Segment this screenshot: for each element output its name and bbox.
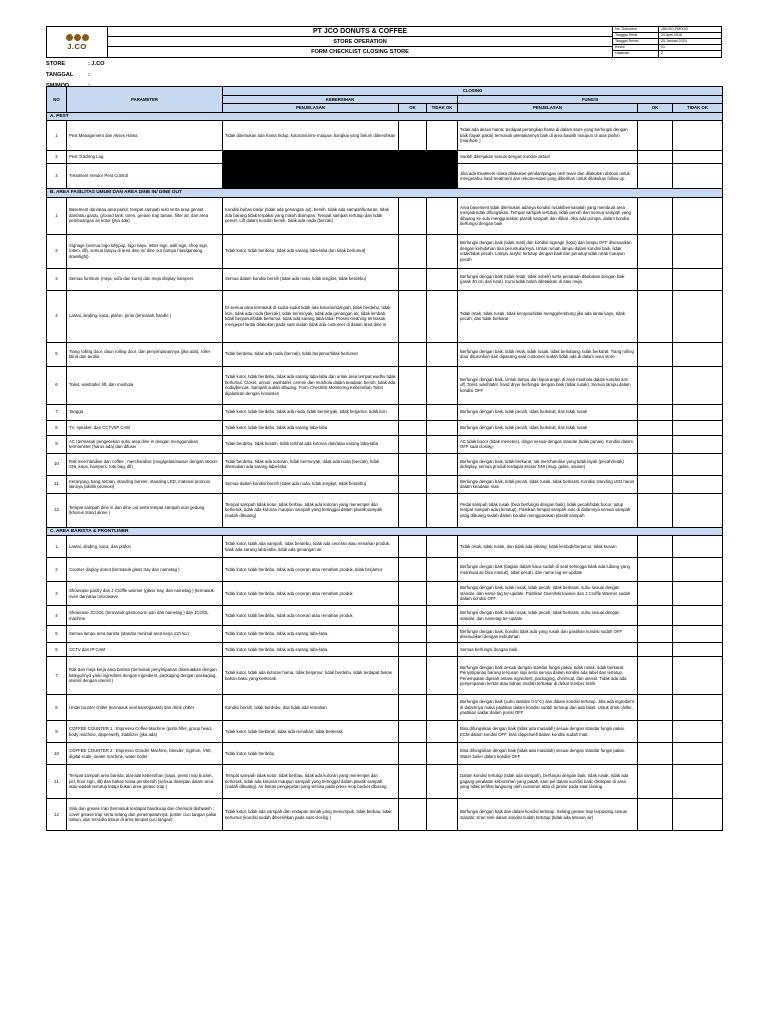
- row-number: 9: [47, 435, 67, 453]
- kebersihan-penjelasan: Tidak kotor, tidak ada kotoran hama, tidak berjamur, tidak berdebu, tidak terdapat bekas bahan baku yang berkerak.: [223, 657, 399, 695]
- fungsi-penjelasan: Berfungsi dengan baik, tidak pecah, tidak rusak, tidak berkarat. Kondisi standing LED harus dalam keadaan mati: [458, 475, 638, 493]
- table-row: [47, 234, 723, 268]
- kebersihan-ok-checkbox[interactable]: [399, 536, 427, 558]
- kebersihan-tidak-ok-checkbox[interactable]: [427, 121, 458, 151]
- fungsi-ok-checkbox[interactable]: [638, 404, 673, 420]
- kebersihan-tidak-ok-checkbox[interactable]: [427, 290, 458, 342]
- section-header-row: [47, 112, 723, 121]
- table-row: [47, 197, 723, 234]
- kebersihan-tidak-ok-checkbox[interactable]: [427, 366, 458, 404]
- kebersihan-ok-checkbox[interactable]: [399, 558, 427, 582]
- fungsi-tidak-ok-checkbox[interactable]: [673, 536, 723, 558]
- kebersihan-tidak-ok-checkbox[interactable]: [427, 164, 458, 189]
- row-parameter: Undercounter chiller (termasuk seal karet/gasket) dan drink chiller: [67, 695, 223, 721]
- row-parameter: Tempat sampah dine in dan dine out serta tempat sampah sulo gedung (khusus stand alone ): [67, 493, 223, 527]
- fungsi-ok-checkbox[interactable]: [638, 268, 673, 290]
- jco-logo: [47, 27, 108, 57]
- doc-info-label: Halaman: [613, 51, 659, 57]
- row-parameter: Tangga: [67, 404, 223, 420]
- fungsi-tidak-ok-checkbox[interactable]: [673, 657, 723, 695]
- row-number: 10: [47, 743, 67, 765]
- table-row: [47, 475, 723, 493]
- row-parameter: COFFEE COUNTER 2 : Espresso Grinder Machine, blender, Syphon, V60, digital scale, sealer machine, water boiler: [67, 743, 223, 765]
- logo-mark-icon: [66, 34, 89, 41]
- row-parameter: Showcase pastry dan J.Croffle warmer (glass tray, dan nametag ) (termasuk oven dan/atau microwave: [67, 582, 223, 606]
- fungsi-tidak-ok-checkbox[interactable]: [673, 643, 723, 657]
- fungsi-ok-checkbox[interactable]: [638, 657, 673, 695]
- fungsi-penjelasan: Berfungsi dengan baik, tidak pecah, tidak berkarat, dan tidak rusak: [458, 404, 638, 420]
- col-kebersihan: KEBERSIHAN: [223, 95, 458, 104]
- table-row: [47, 420, 723, 435]
- fungsi-tidak-ok-checkbox[interactable]: [673, 121, 723, 151]
- section-header-row: [47, 189, 723, 198]
- table-row: [47, 164, 723, 189]
- fungsi-penjelasan: Tidak ada akses hama; terdapat perangkap hama di dalam store yang berfungsi dengan baik (layak pakai) termasuk peletakannya baik di area bawah maupun di atas plafon (manhole ): [458, 121, 638, 151]
- fungsi-tidak-ok-checkbox[interactable]: [673, 606, 723, 626]
- row-number: 11: [47, 475, 67, 493]
- kebersihan-ok-checkbox[interactable]: [399, 657, 427, 695]
- doc-info-value: 25 Januari 2024: [661, 39, 687, 43]
- row-number: 12: [47, 493, 67, 527]
- fungsi-penjelasan: Berfungsi dengan baik (tidak mati) dan kondisi signage (logo) dan lampu OFF disesuaikan dengan kebutuhan dan peruntukannya. Untuk rumah lampu dalam kondisi baik, tidak retak/tidak pecah. Lampu acrylic tertutup dengan baik dan penutup tidak retak maupun pecah: [458, 234, 638, 268]
- section-title: B. AREA FASILITAS UMUM DAN AREA DINE IN/ DINE OUT: [47, 189, 723, 198]
- kebersihan-tidak-ok-checkbox[interactable]: [427, 475, 458, 493]
- header-titles: [108, 27, 613, 57]
- document-header: [46, 26, 722, 58]
- doc-info-label: No. Dokumen: [613, 27, 659, 32]
- kebersihan-tidak-ok-checkbox[interactable]: [427, 493, 458, 527]
- col-tidak-ok-fungsi: TIDAK OK: [673, 104, 723, 113]
- document-info: [613, 27, 722, 57]
- department-name: STORE OPERATION: [108, 37, 612, 47]
- table-row: [47, 290, 723, 342]
- row-number: 7: [47, 657, 67, 695]
- kebersihan-tidak-ok-checkbox[interactable]: [427, 420, 458, 435]
- kebersihan-ok-checkbox[interactable]: [399, 164, 427, 189]
- row-parameter: Treatment Vendor Pest Control: [67, 164, 223, 189]
- kebersihan-ok-checkbox[interactable]: [399, 606, 427, 626]
- col-no: NO: [47, 87, 67, 113]
- fungsi-penjelasan: Berfungsi dengan baik, tidak rusak, tidak pecah, tidak berkarat, suhu sesuai dengan standar, dan name tag ter-update. Pastikan Oven/Microwave dan J.Croffle Warmer sudah dalam kondisi OFF: [458, 582, 638, 606]
- fungsi-ok-checkbox[interactable]: [638, 582, 673, 606]
- kebersihan-penjelasan: Tidak kotor, tidak berdebu: [223, 743, 399, 765]
- row-number: 1: [47, 121, 67, 151]
- kebersihan-tidak-ok-checkbox[interactable]: [427, 435, 458, 453]
- kebersihan-tidak-ok-checkbox[interactable]: [427, 799, 458, 831]
- kebersihan-penjelasan: Tidak kotor, tidak ada sampah dan endapan lemak yang menumpuk, tidak berbau, tidak berlumut (kondisi sudah dibersihkan pada saat closing ): [223, 799, 399, 831]
- table-row: [47, 799, 723, 831]
- fungsi-ok-checkbox[interactable]: [638, 643, 673, 657]
- row-number: 8: [47, 695, 67, 721]
- kebersihan-penjelasan: Semua dalam kondisi bersih (tidak ada noda, tidak lengket, tidak berdebu): [223, 268, 399, 290]
- fungsi-penjelasan: Berfungsi dengan baik sesuai dengan standar fungsi pakai, tidak rusak, tidak berkarat. Penyimpanan barang tersusun rapi serta semua dalam kondisi ada label dan tertutup. Penempatan dipisah antara ingredient, packaging, chemical, dan utensil. Tidak ada ada penyimpanan kertas atau bahan mudah terbakar di dekat sumber listrik: [458, 657, 638, 695]
- doc-info-label: Tanggal Revisi: [613, 39, 659, 44]
- fungsi-tidak-ok-checkbox[interactable]: [673, 342, 723, 366]
- fungsi-ok-checkbox[interactable]: [638, 695, 673, 721]
- row-number: 5: [47, 626, 67, 643]
- row-parameter: Sink dan grease trap (termasuk terdapat handsoap dan chemical dishwash ; cover grease trap serta selang dan penempatannya; poster cuci tangan pakai sabun, dan tersedia tissue di area tempat cuci tangan): [67, 799, 223, 831]
- fungsi-tidak-ok-checkbox[interactable]: [673, 721, 723, 743]
- fungsi-penjelasan: Area basement tidak ditemukan adanya kondisi rusak/bermasalah yang membuat area menjadi tidak difungsikan. Tempat sampah tertutup, tidak penuh dan semua sampah yang dibuang ke sulo menggunakan plastik sampah dan diikat. Jika ada pompa, dalam kondisi berfungsi dengan baik: [458, 197, 638, 234]
- kebersihan-ok-checkbox[interactable]: [399, 342, 427, 366]
- fungsi-tidak-ok-checkbox[interactable]: [673, 558, 723, 582]
- row-parameter: Rak dan meja kerja area barista (termasuk penyimpanan disesuaikan dengan kategorinya yaitu ingredient dengan ingredient, packaging dengan packaging, utensil dengan utensil ): [67, 657, 223, 695]
- table-row: [47, 606, 723, 626]
- doc-info-value: 01: [661, 45, 665, 49]
- fungsi-ok-checkbox[interactable]: [638, 420, 673, 435]
- store-value: : J.CO: [88, 61, 105, 67]
- fungsi-penjelasan: Bisa difungsikan dengan baik (tidak ada masalah) sesuai dengan standar fungsi pakai. Water boiler dalam kondisi OFF .: [458, 743, 638, 765]
- table-row: [47, 657, 723, 695]
- kebersihan-penjelasan: Tidak kotor, tidak berdebu, tidak ada ceceran atau remahan produk: [223, 582, 399, 606]
- kebersihan-tidak-ok-checkbox[interactable]: [427, 197, 458, 234]
- fungsi-penjelasan: AC tidak bocor (tidak menetes), dingin sesuai dengan standar (tidak panas). Kondisi dalam OFF saat closing: [458, 435, 638, 453]
- row-number: 11: [47, 765, 67, 799]
- kebersihan-penjelasan: Di semua area termasuk di sudut-sudut tidak ada kotoran/sampah, tidak berdebu, tidak licin, tidak ada noda (bercak), tidak berminyak, tidak ada genangan air, tidak lembab, tidak berjamur/tidak berlumut, tidak ada sarang laba-laba. Proses cleaning termasuk mengepel lantai dilakukan pada saat sudah tidak ada customer di dalam area dine in: [223, 290, 399, 342]
- row-parameter: Basement dan/atau area parkir, tempat sampah sulo serta area genset dan/atau gardu, ground tank, toren, grease trap taman, filter air, dan area pembuangan air kotor (jika ada): [67, 197, 223, 234]
- fungsi-ok-checkbox[interactable]: [638, 799, 673, 831]
- kebersihan-ok-checkbox[interactable]: [399, 420, 427, 435]
- kebersihan-tidak-ok-checkbox[interactable]: [427, 234, 458, 268]
- fungsi-tidak-ok-checkbox[interactable]: [673, 743, 723, 765]
- kebersihan-tidak-ok-checkbox[interactable]: [427, 453, 458, 475]
- kebersihan-penjelasan: Kondisi bersih, tidak berdebu, dan tidak ada remahan: [223, 695, 399, 721]
- row-number: 12: [47, 799, 67, 831]
- kebersihan-ok-checkbox[interactable]: [399, 765, 427, 799]
- fungsi-ok-checkbox[interactable]: [638, 626, 673, 643]
- section-title: C. AREA BARISTA & FRONTLINER: [47, 527, 723, 536]
- row-parameter: Toilet, washtafel, lift, dan mushola: [67, 366, 223, 404]
- doc-info-value: 25 April 2018: [661, 33, 682, 37]
- row-parameter: Semua furniture (meja, sofa dan kursi) dan meja display hampers: [67, 268, 223, 290]
- kebersihan-penjelasan: Tidak kotor, tidak berdebu, tidak ada sarang laba-laba: [223, 420, 399, 435]
- kebersihan-ok-checkbox[interactable]: [399, 268, 427, 290]
- fungsi-ok-checkbox[interactable]: [638, 721, 673, 743]
- row-parameter: Pest Tracking Log: [67, 151, 223, 164]
- kebersihan-penjelasan: Tidak kotor, tidak ada sampah, tidak berdebu, tidak ada ceceran atau remahan produk, tidak ada sarang laba-laba, tidak ada genangan air: [223, 536, 399, 558]
- kebersihan-penjelasan: Semua dalam kondisi bersih (tidak ada noda, tidak lengket, tidak berdebu): [223, 475, 399, 493]
- table-row: [47, 151, 723, 164]
- fungsi-penjelasan: Berfungsi dengan baik, tidak rusak, tidak pecah, tidak berkarat, suhu sesuai dengan standar, dan nametag ter-update: [458, 606, 638, 626]
- col-penjelasan-fungsi: PENJELASAN: [458, 104, 638, 113]
- fungsi-penjelasan: Pedal sampah tidak rusak (bisa berfungsi dengan baik), tidak pecah/tidak bocor, tutup tempat sampah ada (tertutup). Pastikan tempat sampah sulo di dalamnya semua sampah yang dibuang sudah dalam kondisi menggunakan plastik sampah: [458, 493, 638, 527]
- fungsi-tidak-ok-checkbox[interactable]: [673, 453, 723, 475]
- company-name: PT JCO DONUTS & COFFEE: [108, 27, 612, 37]
- kebersihan-penjelasan: Tempat sampah tidak kotor, tidak berbau, tidak ada kotoran yang menempel dan berkerak, tidak ada kotoran maupun sampah yang tertinggal dalam plastik sampah (sudah dibuang). Air bekas pengepelan yang tersisa pada press mop bucket dibuang: [223, 765, 399, 799]
- kebersihan-ok-checkbox[interactable]: [399, 799, 427, 831]
- row-parameter: CCTV dan IP CAM: [67, 643, 223, 657]
- logo-text: J.CO: [67, 41, 87, 51]
- fungsi-penjelasan: Bisa difungsikan dengan baik (tidak ada masalah) sesuai dengan standar fungsi pakai. ECM dalam kondisi OFF, kran dipperwell dalam kondisi sudah mati.: [458, 721, 638, 743]
- kebersihan-penjelasan: Tidak kotor, tidak berdebu, tidak ada noda, tidak berminyak, tidak berjamur, tidak licin: [223, 404, 399, 420]
- fungsi-ok-checkbox[interactable]: [638, 743, 673, 765]
- row-number: 3: [47, 582, 67, 606]
- fungsi-tidak-ok-checkbox[interactable]: [673, 151, 723, 164]
- table-row: [47, 695, 723, 721]
- fungsi-tidak-ok-checkbox[interactable]: [673, 582, 723, 606]
- col-fungsi: FUNGSI: [458, 95, 723, 104]
- fungsi-penjelasan: Tidak retak, tidak rusak, dan tidak ada lubang, tidak lembab/berjamur, tidak kusam: [458, 536, 638, 558]
- kebersihan-ok-checkbox[interactable]: [399, 197, 427, 234]
- fungsi-penjelasan: Jika ada treatment maka dilakukan pendampingan oleh team dan dilakukan diskusi untuk mengetahui hasil treatment dan rekomendasi yang diberikan untuk dilakukan follow up: [458, 164, 638, 189]
- fungsi-penjelasan: Semua berfungsi dengan baik: [458, 643, 638, 657]
- doc-info-label: Revisi: [613, 45, 659, 50]
- fungsi-tidak-ok-checkbox[interactable]: [673, 404, 723, 420]
- fungsi-tidak-ok-checkbox[interactable]: [673, 765, 723, 799]
- row-parameter: TV, speaker, dan CCTV/IP CAM: [67, 420, 223, 435]
- tanggal-label: TANGGAL: [46, 72, 74, 78]
- kebersihan-tidak-ok-checkbox[interactable]: [427, 268, 458, 290]
- kebersihan-tidak-ok-checkbox[interactable]: [427, 765, 458, 799]
- section-header-row: [47, 527, 723, 536]
- fungsi-ok-checkbox[interactable]: [638, 342, 673, 366]
- kebersihan-tidak-ok-checkbox[interactable]: [427, 558, 458, 582]
- fungsi-tidak-ok-checkbox[interactable]: [673, 420, 723, 435]
- kebersihan-penjelasan: Tidak berdebu, tidak ada kotoran, tidak berminyak, tidak ada noda (bercak), tidak ditemukan ada sarang laba-laba: [223, 453, 399, 475]
- fungsi-tidak-ok-checkbox[interactable]: [673, 268, 723, 290]
- kebersihan-ok-checkbox[interactable]: [399, 366, 427, 404]
- kebersihan-penjelasan: [223, 164, 399, 189]
- fungsi-ok-checkbox[interactable]: [638, 606, 673, 626]
- kebersihan-tidak-ok-checkbox[interactable]: [427, 606, 458, 626]
- fungsi-ok-checkbox[interactable]: [638, 151, 673, 164]
- fungsi-ok-checkbox[interactable]: [638, 234, 673, 268]
- table-row: [47, 435, 723, 453]
- kebersihan-tidak-ok-checkbox[interactable]: [427, 721, 458, 743]
- kebersihan-ok-checkbox[interactable]: [399, 121, 427, 151]
- kebersihan-ok-checkbox[interactable]: [399, 435, 427, 453]
- fungsi-ok-checkbox[interactable]: [638, 366, 673, 404]
- kebersihan-penjelasan: [223, 151, 399, 164]
- fungsi-tidak-ok-checkbox[interactable]: [673, 626, 723, 643]
- doc-info-value: JAK/SO-FM/XXX: [661, 27, 689, 31]
- fungsi-tidak-ok-checkbox[interactable]: [673, 366, 723, 404]
- fungsi-penjelasan: Berfungsi dengan baik (suhu standar 0-5°C) dan dalam kondisi tertutup. Jika ada ingredient di dalamnya maka pastikan dalam kondisi sudah tertutup dan ada label. Untuk drink chiller, pastikan saklar dalam posisi OFF: [458, 695, 638, 721]
- kebersihan-ok-checkbox[interactable]: [399, 643, 427, 657]
- row-number: 1: [47, 536, 67, 558]
- row-parameter: Lantai, dinding, kaca, dan plafon: [67, 536, 223, 558]
- kebersihan-ok-checkbox[interactable]: [399, 721, 427, 743]
- kebersihan-ok-checkbox[interactable]: [399, 493, 427, 527]
- fungsi-penjelasan: Sudah dikerjakan sesuai dengan kondisi aktual: [458, 151, 638, 164]
- section-title: A. PEST: [47, 112, 723, 121]
- store-label: STORE: [46, 61, 66, 67]
- fungsi-ok-checkbox[interactable]: [638, 475, 673, 493]
- row-number: 10: [47, 453, 67, 475]
- kebersihan-tidak-ok-checkbox[interactable]: [427, 404, 458, 420]
- fungsi-tidak-ok-checkbox[interactable]: [673, 435, 723, 453]
- fungsi-ok-checkbox[interactable]: [638, 558, 673, 582]
- kebersihan-ok-checkbox[interactable]: [399, 234, 427, 268]
- row-number: 9: [47, 721, 67, 743]
- doc-info-label: Tanggal Terbit: [613, 33, 659, 38]
- table-row: [47, 721, 723, 743]
- row-number: 4: [47, 606, 67, 626]
- doc-info-row: [613, 51, 722, 57]
- fungsi-tidak-ok-checkbox[interactable]: [673, 164, 723, 189]
- kebersihan-penjelasan: Tidak kotor, tidak berdebu, tidak ada ceceran atau remahan produk: [223, 606, 399, 626]
- kebersihan-ok-checkbox[interactable]: [399, 475, 427, 493]
- row-parameter: Rak merchandise dan coffee ; merchandise (mug/gelas/sauser dengan sticker SNI, kaos, hampers, tote bag, dll): [67, 453, 223, 475]
- kebersihan-penjelasan: Tidak kotor, tidak berdebu, tidak ada sarang laba-laba dan untuk area tempat wudhu tidak berlumut. Closet, urinoir, washtafel, cermin dan mushola dalam keadaan bersih, tidak ada noda/bercak. Sampah sudah dibuang. Form Checklist Monitoring Kebersihan Toilet dijalankan dengan konsisten: [223, 366, 399, 404]
- table-row: [47, 121, 723, 151]
- fungsi-ok-checkbox[interactable]: [638, 453, 673, 475]
- kebersihan-penjelasan: Tidak kotor, tidak berkerak, tidak ada remahan, tidak berkerak: [223, 721, 399, 743]
- kebersihan-ok-checkbox[interactable]: [399, 151, 427, 164]
- kebersihan-tidak-ok-checkbox[interactable]: [427, 657, 458, 695]
- kebersihan-ok-checkbox[interactable]: [399, 404, 427, 420]
- row-number: 1: [47, 197, 67, 234]
- table-row: [47, 493, 723, 527]
- table-row: [47, 765, 723, 799]
- kebersihan-penjelasan: Tidak kotor, tidak berdebu, tidak ada sarang laba-laba.: [223, 643, 399, 657]
- fungsi-tidak-ok-checkbox[interactable]: [673, 234, 723, 268]
- fungsi-penjelasan: Berfungsi dengan baik, tidak pecah, tidak berkarat, dan tidak rusak: [458, 420, 638, 435]
- kebersihan-penjelasan: Tidak berdebu, tidak kusam, tidak terlihat ada kotoran dan/atau sarang laba-laba: [223, 435, 399, 453]
- fungsi-ok-checkbox[interactable]: [638, 197, 673, 234]
- fungsi-penjelasan: Berfungsi dengan baik (bagian dalam kaca sudah di seal sehingga tidak ada lubang yang membuat air bisa masuk), tidak pecah, dan name tag ter-update: [458, 558, 638, 582]
- fungsi-penjelasan: Berfungsi dengan baik dan dalam kondisi tertutup. Selang grease trap terpasang sesuai standar. Kran sink dalam kondisi sudah tertutup (tidak ada tetesan air): [458, 799, 638, 831]
- row-parameter: Semua lampu area barista (standar minimal area kerja 110 lux): [67, 626, 223, 643]
- fungsi-tidak-ok-checkbox[interactable]: [673, 197, 723, 234]
- row-number: 5: [47, 342, 67, 366]
- fungsi-ok-checkbox[interactable]: [638, 290, 673, 342]
- kebersihan-tidak-ok-checkbox[interactable]: [427, 743, 458, 765]
- kebersihan-penjelasan: Tidak berdebu, tidak ada noda (bercak), tidak berjamur/tidak berlumut: [223, 342, 399, 366]
- kebersihan-tidak-ok-checkbox[interactable]: [427, 151, 458, 164]
- col-tidak-ok-kebersihan: TIDAK OK: [427, 104, 458, 113]
- row-parameter: Showcase JCOOL (termasuk gastronorm pan dan nametag ) dan JCOOL machine: [67, 606, 223, 626]
- row-parameter: Tempat sampah area barista; alat-alat kebersihan (sapu, press mop bucket, pel, floor sign, dll) dan bahan kimia pembersih (semua disimpan dalam area atau wadah tertutup tetapi bukan area grease trap ): [67, 765, 223, 799]
- fungsi-ok-checkbox[interactable]: [638, 435, 673, 453]
- row-parameter: Keranjang, tiang antrian, standing banner, standing LED, material promosi lainnya (akrilik promosi): [67, 475, 223, 493]
- fungsi-tidak-ok-checkbox[interactable]: [673, 493, 723, 527]
- kebersihan-penjelasan: Tidak ditemukan ada hama hidup, kotoran/urine maupun bangkai yang belum dibersihkan: [223, 121, 399, 151]
- fungsi-penjelasan: Berfungsi dengan baik, tidak berkarat, rak merchandise yang tidak layak (pecah/retak) didisplay, semua produk terdapat sticker SNI (mug, gelas, sauser): [458, 453, 638, 475]
- kebersihan-ok-checkbox[interactable]: [399, 582, 427, 606]
- row-number: 3: [47, 164, 67, 189]
- fungsi-penjelasan: Berfungsi dengan baik, kondisi tidak ada yang rusak dan pastikan kondisi sudah OFF disesuaikan dengan kebutuhan: [458, 626, 638, 643]
- fungsi-penjelasan: Dalam kondisi tertutup (tidak ada sampah), berfungsi dengan baik, tidak rusak, tidak ada gagang peralatan kebersihan yang patah, kain pel dalam kondisi baik, disimpan di area yang tidak terlihat langsung oleh customer atau di janitor pada saat closing: [458, 765, 638, 799]
- fungsi-penjelasan: Berfungsi dengan baik, tidak retak, tidak rusak, tidak berlubang, tidak berkarat. Tiang rolling door diturunkan dan dipasang saat customer sudah tidak ada di dalam area store: [458, 342, 638, 366]
- kebersihan-penjelasan: Kondisi bebas banjir (tidak ada genangan air), bersih, tidak ada sampah/kotoran, tidak ada barang tidak terpakai yang masih disimpan. Tempat sampah tertutup dan tidak penuh. Lift dalam kondisi bersih, tidak ada noda (bercak): [223, 197, 399, 234]
- table-row: [47, 342, 723, 366]
- row-number: 2: [47, 234, 67, 268]
- tanggal-value: :: [88, 72, 90, 78]
- fungsi-ok-checkbox[interactable]: [638, 536, 673, 558]
- table-row: [47, 268, 723, 290]
- kebersihan-tidak-ok-checkbox[interactable]: [427, 643, 458, 657]
- col-ok-kebersihan: OK: [399, 104, 427, 113]
- kebersihan-tidak-ok-checkbox[interactable]: [427, 695, 458, 721]
- col-parameter: PARAMETER: [67, 87, 223, 113]
- kebersihan-penjelasan: Tidak kotor, tidak berdebu, tidak ada sarang laba-laba.: [223, 626, 399, 643]
- fungsi-tidak-ok-checkbox[interactable]: [673, 799, 723, 831]
- fungsi-ok-checkbox[interactable]: [638, 765, 673, 799]
- table-row: [47, 626, 723, 643]
- table-row: [47, 366, 723, 404]
- table-row: [47, 404, 723, 420]
- fungsi-penjelasan: Berfungsi dengan baik (tidak retak, tidak sobek) serta penataan dilakukan dengan baik (jarak 30 cm dari lutut). Kursi tidak boleh diletakkan di atas meja.: [458, 268, 638, 290]
- fungsi-ok-checkbox[interactable]: [638, 164, 673, 189]
- col-penjelasan-kebersihan: PENJELASAN: [223, 104, 399, 113]
- table-row: [47, 582, 723, 606]
- kebersihan-tidak-ok-checkbox[interactable]: [427, 582, 458, 606]
- kebersihan-ok-checkbox[interactable]: [399, 743, 427, 765]
- row-number: 3: [47, 268, 67, 290]
- table-row: [47, 453, 723, 475]
- form-title: FORM CHECKLIST CLOSING STORE: [311, 49, 409, 55]
- table-row: [47, 643, 723, 657]
- row-parameter: Counter display donut (termasuk glass tray dan nametag ): [67, 558, 223, 582]
- kebersihan-ok-checkbox[interactable]: [399, 290, 427, 342]
- row-number: 8: [47, 420, 67, 435]
- kebersihan-tidak-ok-checkbox[interactable]: [427, 342, 458, 366]
- row-parameter: COFFEE COUNTER 1 : Espresso Coffee Machine (porta filter, group head, body machine, dipperwell), stabilizer (jika ada): [67, 721, 223, 743]
- row-number: 6: [47, 366, 67, 404]
- table-row: [47, 536, 723, 558]
- table-row: [47, 558, 723, 582]
- fungsi-tidak-ok-checkbox[interactable]: [673, 290, 723, 342]
- table-row: [47, 743, 723, 765]
- col-closing: CLOSING: [223, 87, 723, 96]
- closing-checklist-table: [46, 86, 723, 831]
- fungsi-penjelasan: Berfungsi dengan baik. Untuk lampu dan kipas angin di area mushola dalam kondisi turn off. Toilet, washtafel, hand dryer berfungsi dengan baik (tidak rusak). Semua lampu dalam kondisi OFF: [458, 366, 638, 404]
- kebersihan-tidak-ok-checkbox[interactable]: [427, 626, 458, 643]
- kebersihan-tidak-ok-checkbox[interactable]: [427, 536, 458, 558]
- row-number: 6: [47, 643, 67, 657]
- fungsi-ok-checkbox[interactable]: [638, 493, 673, 527]
- kebersihan-ok-checkbox[interactable]: [399, 626, 427, 643]
- fungsi-ok-checkbox[interactable]: [638, 121, 673, 151]
- fungsi-tidak-ok-checkbox[interactable]: [673, 475, 723, 493]
- row-parameter: Pest Management dan Akses Hama: [67, 121, 223, 151]
- kebersihan-penjelasan: Tidak kotor, tidak berdebu, tidak ada sarang laba-laba dan tidak berlumut): [223, 234, 399, 268]
- col-ok-fungsi: OK: [638, 104, 673, 113]
- row-number: 2: [47, 151, 67, 164]
- row-parameter: Lantai, dinding, kaca, plafon, pintu (termasuk handle ): [67, 290, 223, 342]
- row-parameter: AC (termasuk pengecekan suhu area dine in dengan menggunakan termometer (harus ada) dan difuser: [67, 435, 223, 453]
- row-number: 7: [47, 404, 67, 420]
- kebersihan-ok-checkbox[interactable]: [399, 695, 427, 721]
- kebersihan-penjelasan: Tempat sampah tidak kotor, tidak berbau, tidak ada kotoran yang menempel dan berkerak, tidak ada kotoran maupun sampah yang tertinggal dalam plastik sampah (sudah dibuang): [223, 493, 399, 527]
- fungsi-tidak-ok-checkbox[interactable]: [673, 695, 723, 721]
- row-parameter: Signage (semua logo lollypop, logo bayu, letter sign, wall sign, shop sign, totem, dll), semua lampu di area dine in/ dine out (lampu hias/gantung, downlight): [67, 234, 223, 268]
- row-number: 2: [47, 558, 67, 582]
- row-parameter: Tiang rolling door, daun rolling door, dan penyimpanannya (jika ada), roller blind dan teralis.: [67, 342, 223, 366]
- doc-info-value: 2: [661, 51, 663, 55]
- fungsi-penjelasan: Tidak retak, tidak rusak, tidak keropos/tidak menggelembung jika ada lantai kayu, tidak pecah, dan tidak berkarat: [458, 290, 638, 342]
- kebersihan-ok-checkbox[interactable]: [399, 453, 427, 475]
- row-number: 4: [47, 290, 67, 342]
- kebersihan-penjelasan: Tidak kotor, tidak berdebu, tidak ada ceceran atau remahan produk, tidak berjamur: [223, 558, 399, 582]
